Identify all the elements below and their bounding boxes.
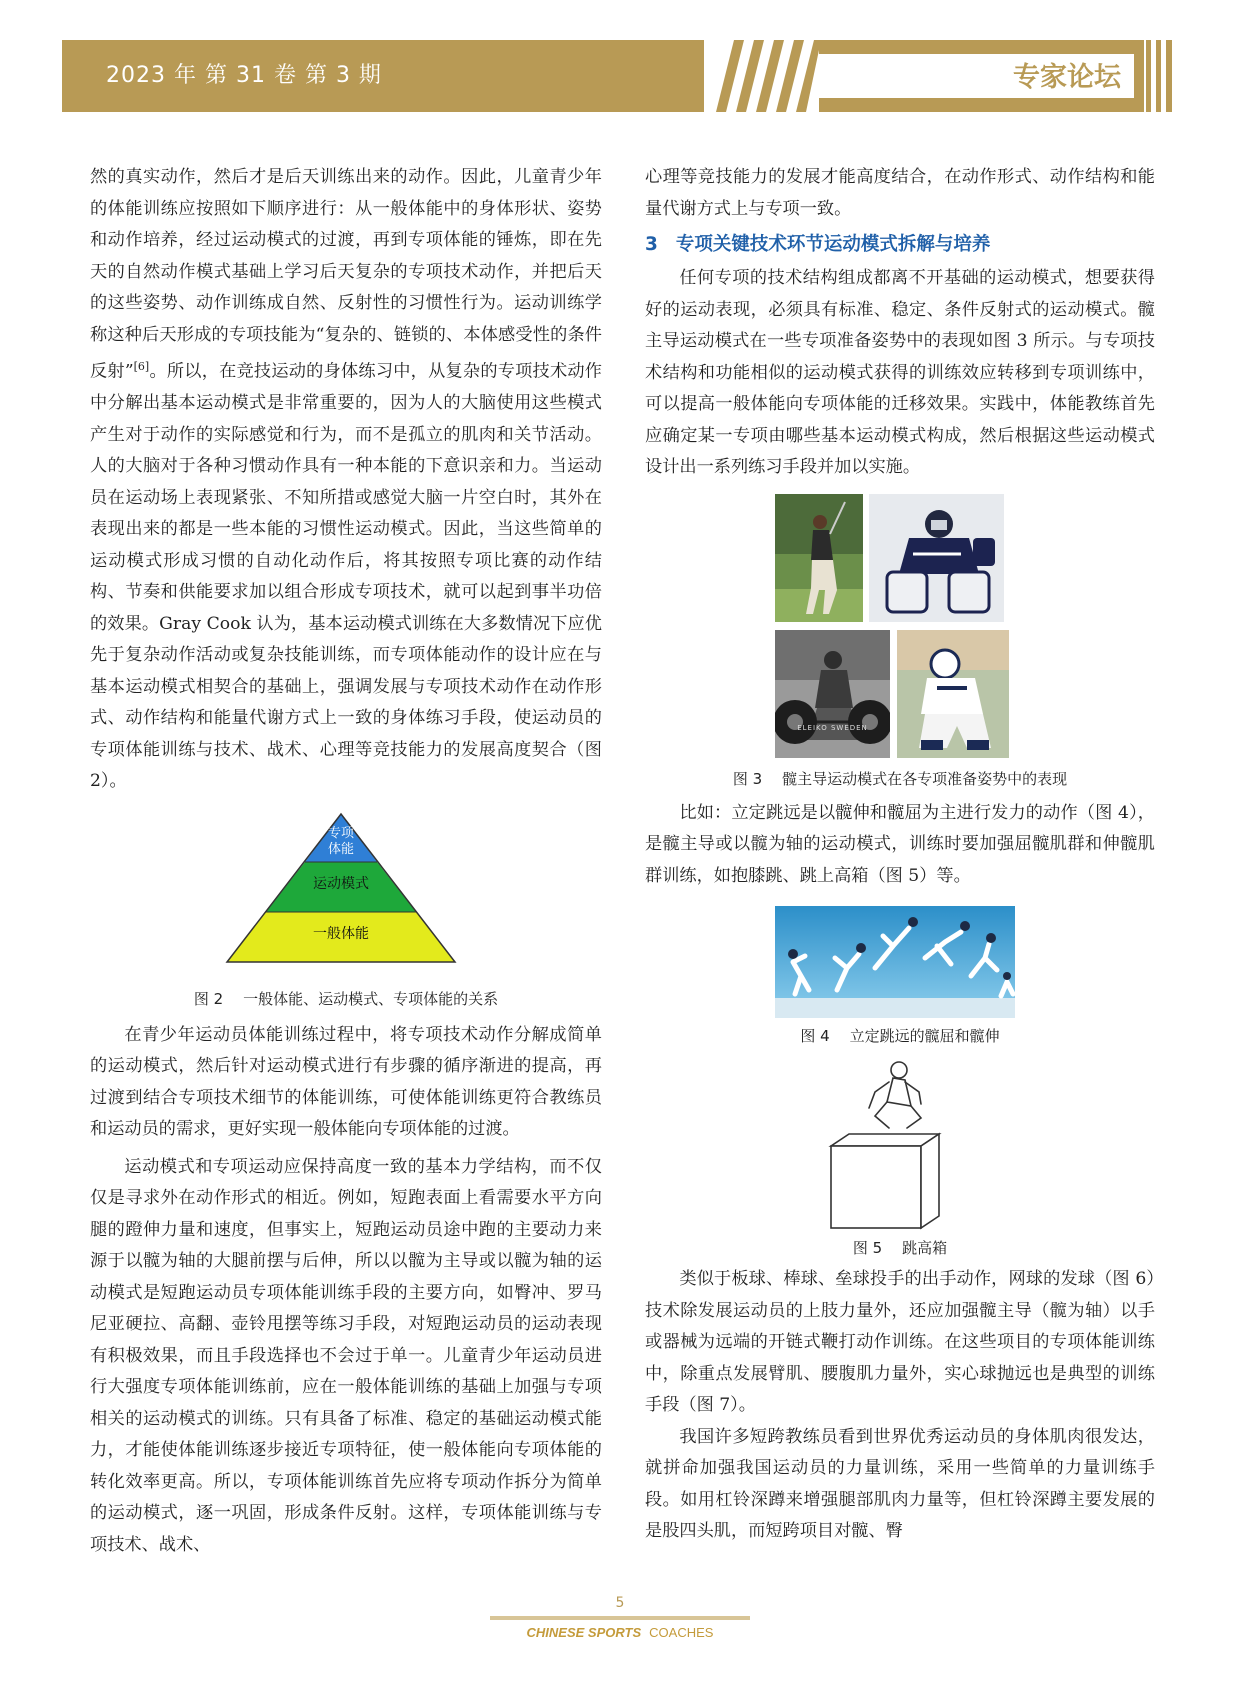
caption-number: 图 3 (732, 769, 763, 788)
hockey-goalie-photo (869, 494, 1004, 622)
paragraph: 在青少年运动员体能训练过程中，将专项技术动作分解成简单的运动模式，然后针对运动模式进行有步骤的循序渐进的提高，再过渡到结合专项技术细节的体能训练，可使体能训练更符合教练员和运动员的需求，更好实现一般体能向专项体能的过渡。 (90, 1024, 602, 1140)
brand-secondary: COACHES (649, 1625, 714, 1640)
paragraph-text: 然的真实动作，然后才是后天训练出来的动作。因此，儿童青少年的体能训练应按照如下顺序进行：从一般体能中的身体形状、姿势和动作培养，经过运动模式的过渡，再到专项体能的锤炼，即在先天的自然动作模式基础上学习后天复杂的专项技术动作，并把后天的这些姿势、动作训练成自然、反射性的习惯性行为。运动训练学称这种后天形成的专项技能为“复杂的、链锁的、本体感受性的条件反射” (90, 167, 602, 382)
caption-text: 立定跳远的髋屈和髋伸 (849, 1027, 1000, 1045)
caption-text: 髋主导运动模式在各专项准备姿势中的表现 (782, 769, 1068, 788)
left-column (90, 162, 602, 1561)
caption-number: 图 4 (800, 1027, 830, 1045)
issue-info: 2023 年 第 31 卷 第 3 期 (106, 63, 382, 88)
section-heading (645, 227, 1155, 263)
paragraph: 任何专项的技术结构组成都离不开基础的运动模式，想要获得好的运动表现，必须具有标准、稳定、条件反射式的运动模式。髋主导运动模式在一些专项准备姿势中的表现如图 3 所示。与专项技术结构和功能相似的运动模式获得的训练效应转移到专项训练中，可以提高一般体能向专项体能的迁移效果。实践中，体能教练首先应确定某一专项由哪些基本运动模式构成，然后根据这些运动模式设计出一系列练习手段并加以实施。 (645, 268, 1155, 477)
paragraph: 心理等竞技能力的发展才能高度结合，在动作形式、动作结构和能量代谢方式上与专项一致。 (645, 167, 1155, 219)
paragraph: 比如：立定跳远是以髋伸和髋屈为主进行发力的动作（图 4），是髋主导或以髋为轴的运动模式，训练时要加强屈髋肌群和伸髋肌群训练，如抱膝跳、跳上高箱（图 5）等。 (645, 802, 1155, 886)
paragraph: 类似于板球、棒球、垒球投手的出手动作，网球的发球（图 6）技术除发展运动员的上肢力量外，还应加强髋主导（髋为轴）以手或器械为远端的开链式鞭打动作训练。在这些项目的专项体能训练中，除重点发展臂肌、腰腹肌力量外，实心球抛远也是典型的训练手段（图 7）。 (645, 1269, 1155, 1415)
paragraph: 我国许多短跨教练员看到世界优秀运动员的身体肌肉很发达，就拼命加强我国运动员的力量训练，采用一些简单的力量训练手段。如用杠铃深蹲来增强腿部肌肉力量等，但杠铃深蹲主要发展的是股四头肌，而短跨项目对髋、臀 (645, 1426, 1155, 1541)
paragraph-text: 。所以，在竞技运动的身体练习中，从复杂的专项技术动作中分解出基本运动模式是非常重要的，因为人的大脑使用这些模式产生对于动作的实际感觉和行为，而不是孤立的肌肉和关节活动。人的大脑对于各种习惯动作具有一种本能的下意识亲和力。当运动员在运动场上表现紧张、不知所措或感觉大脑一片空白时，其外在表现出来的都是一些本能的习惯性运动模式。因此，当这些简单的运动模式形成习惯的自动化动作后，将其按照专项比赛的动作结构、节奏和供能要求加以组合形成专项技术，就可以起到事半功倍的效果。Gray Cook 认为，基本运动模式训练在大多数情况下应优先于复杂动作活动或复杂技能训练，而专项体能动作的设计应在与基本运动模式相契合的基础上，强调发展与专项技术动作在动作形式、动作结构和能量代谢方式上一致的身体练习手段，使运动员的专项体能训练与技术、战术、心理等竞技能力的发展高度契合（图 2）。 (90, 361, 602, 792)
journal-brand (520, 1625, 720, 1640)
brand-primary: CHINESE SPORTS (526, 1625, 642, 1640)
pyramid-label-top: 专项 体能 (327, 825, 354, 857)
paragraph: 运动模式和专项运动应保持高度一致的基本力学结构，而不仅仅是寻求外在动作形式的相近。例如，短跑表面上看需要水平方向腿的蹬伸力量和速度，但事实上，短跑运动员途中跑的主要动力来源于以髋为轴的大腿前摆与后伸，所以以髋为主导或以髋为轴的运动模式是短跑运动员专项体能训练手段的主要方向，如臀冲、罗马尼亚硬拉、高翻、壶铃甩摆等练习手段，对短跑运动员的运动表现有积极效果，而且手段选择也不会过于单一。儿童青少年运动员进行大强度专项体能训练前，应在一般体能训练的基础上加强与专项相关的运动模式的训练。只有具备了标准、稳定的基础运动模式能力，才能使体能训练逐步接近专项特征，使一般体能向专项体能的转化效率更高。所以，专项体能训练首先应将专项动作拆分为简单的运动模式，逐一巩固，形成条件反射。这样，专项体能训练与专项技术、战术、 (90, 1156, 602, 1555)
caption-number: 图 5 (852, 1239, 883, 1257)
standing-long-jump-illustration (775, 906, 1015, 1018)
pyramid-label-bottom: 一般体能 (313, 925, 369, 942)
figure-5-caption (645, 1236, 1155, 1260)
figure-3-caption (645, 766, 1155, 792)
figure-4-caption (645, 1024, 1155, 1048)
caption-number: 图 2 (193, 989, 224, 1008)
figure-2 (90, 812, 602, 992)
header-stripes (704, 40, 819, 112)
football-photo (897, 630, 1009, 758)
section-title: 专项关键技术环节运动模式拆解与培养 (675, 234, 991, 255)
column-name: 专家论坛 (1013, 62, 1121, 93)
right-column (645, 162, 1155, 1548)
golf-photo (775, 494, 863, 622)
footer-divider (490, 1616, 750, 1620)
caption-text: 一般体能、运动模式、专项体能的关系 (243, 989, 499, 1008)
pyramid-label-mid: 运动模式 (313, 875, 369, 892)
figure-5 (645, 1056, 1155, 1236)
page-header (62, 40, 1174, 112)
caption-text: 跳高箱 (902, 1239, 948, 1257)
figure-4 (645, 906, 1155, 1024)
header-end-bars (1144, 40, 1174, 112)
page-number: 5 (615, 1595, 625, 1611)
box-jump-illustration (825, 1056, 945, 1232)
citation: [6] (133, 360, 150, 373)
section-number: 3 (645, 234, 658, 255)
figure-3 (645, 494, 1155, 766)
plate-label: ELEIKO SWEDEN (797, 723, 868, 732)
paragraph (90, 162, 602, 798)
